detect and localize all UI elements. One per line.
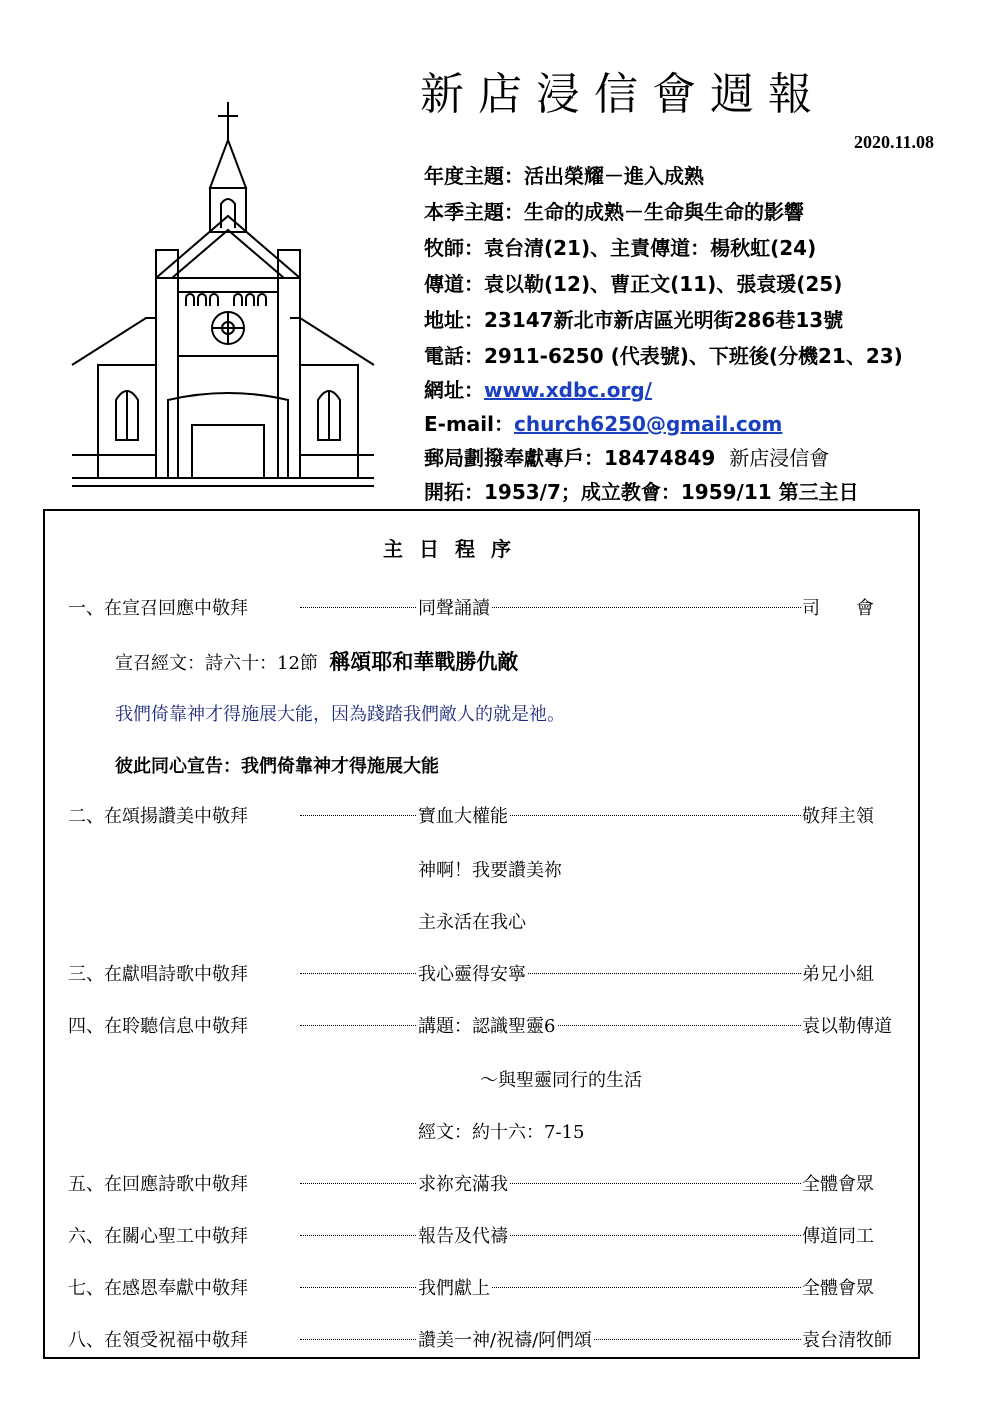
program-row-6 xyxy=(68,1222,918,1246)
row-8-item: 讚美一神/祝禱/阿們頌 xyxy=(418,1326,594,1352)
row-8-part: 八、在領受祝福中敬拜 xyxy=(68,1330,248,1351)
program-title: 主日程序 xyxy=(383,537,527,561)
row-1-who: 司 會 xyxy=(802,598,874,619)
row-8-leader xyxy=(300,1339,416,1340)
row-3-item: 我心靈得安寧 xyxy=(418,960,528,986)
row-8-who: 袁台清牧師 xyxy=(802,1330,892,1351)
row-4-who: 袁以勒傳道 xyxy=(802,1016,892,1037)
address: 地址：23147新北市新店區光明街286巷13號 xyxy=(424,308,844,332)
annual-theme: 年度主題：活出榮耀－進入成熟 xyxy=(424,164,704,188)
declaration: 彼此同心宣告：我們倚靠神才得施展大能 xyxy=(115,756,439,777)
bulletin-title: 新店浸信會週報 xyxy=(420,69,826,120)
row-1-leader xyxy=(300,607,416,608)
row-6-item: 報告及代禱 xyxy=(418,1222,510,1248)
program-row-7 xyxy=(68,1274,918,1298)
row-2-leader xyxy=(300,815,416,816)
program-row-8 xyxy=(68,1326,918,1350)
program-row-5 xyxy=(68,1170,918,1194)
sermon-scripture: 經文：約十六：7-15 xyxy=(418,1122,585,1143)
row-1-part: 一、在宣召回應中敬拜 xyxy=(68,598,248,619)
row-6-leader xyxy=(300,1235,416,1236)
row-2-part: 二、在頌揚讚美中敬拜 xyxy=(68,806,248,827)
program-row-4 xyxy=(68,1012,918,1036)
row-1-item: 同聲誦讀 xyxy=(418,594,492,620)
email-line xyxy=(424,408,782,437)
bulletin-date: 2020.11.08 xyxy=(853,132,934,152)
phone: 電話：2911-6250 (代表號)、下班後(分機21、23) xyxy=(424,344,903,368)
program-row-1 xyxy=(68,594,918,618)
call-verse: 我們倚靠神才得施展大能，因為踐踏我們敵人的就是祂。 xyxy=(115,704,565,725)
row-4-leader xyxy=(300,1025,416,1026)
row-5-part: 五、在回應詩歌中敬拜 xyxy=(68,1174,248,1195)
row-4-part: 四、在聆聽信息中敬拜 xyxy=(68,1016,248,1037)
row-7-part: 七、在感恩奉獻中敬拜 xyxy=(68,1278,248,1299)
call-scripture xyxy=(115,646,518,676)
row-3-leader xyxy=(300,973,416,974)
row-5-item: 求祢充滿我 xyxy=(418,1170,510,1196)
row-2-who: 敬拜主領 xyxy=(802,806,874,827)
postal-account: 郵局劃撥奉獻專戶：18474849 xyxy=(424,446,716,470)
website-link[interactable]: www.xdbc.org/ xyxy=(484,378,652,402)
row-7-who: 全體會眾 xyxy=(802,1278,874,1299)
church-illustration xyxy=(68,100,378,495)
row-5-leader xyxy=(300,1183,416,1184)
program-row-2 xyxy=(68,802,918,826)
song-2: 神啊！我要讚美祢 xyxy=(418,860,562,881)
email-link[interactable]: church6250@gmail.com xyxy=(514,412,783,436)
call-scripture-ref: 宣召經文：詩六十：12節 xyxy=(115,653,318,674)
pastors: 牧師：袁台清(21)、主責傳道：楊秋虹(24) xyxy=(424,236,817,260)
website-label: 網址： xyxy=(424,378,484,402)
program-row-3 xyxy=(68,960,918,984)
row-3-who: 弟兄小組 xyxy=(802,964,874,985)
preachers: 傳道：袁以勒(12)、曹正文(11)、張袁瑗(25) xyxy=(424,272,843,296)
row-5-who: 全體會眾 xyxy=(802,1174,874,1195)
row-4-item: 講題：認識聖靈6 xyxy=(418,1012,557,1038)
postal-line xyxy=(424,442,829,471)
song-3: 主永活在我心 xyxy=(418,912,526,933)
sermon-subtitle: ～與聖靈同行的生活 xyxy=(480,1070,642,1091)
email-label: E-mail： xyxy=(424,412,515,436)
founded: 開拓：1953/7；成立教會：1959/11 第三主日 xyxy=(424,480,859,504)
call-scripture-title: 稱頌耶和華戰勝仇敵 xyxy=(329,649,519,674)
postal-name: 新店浸信會 xyxy=(729,446,830,470)
row-3-part: 三、在獻唱詩歌中敬拜 xyxy=(68,964,248,985)
season-theme: 本季主題：生命的成熟－生命與生命的影響 xyxy=(424,200,804,224)
row-6-who: 傳道同工 xyxy=(802,1226,874,1247)
row-7-item: 我們獻上 xyxy=(418,1274,492,1300)
row-6-part: 六、在關心聖工中敬拜 xyxy=(68,1226,248,1247)
website-line xyxy=(424,374,652,403)
row-7-leader xyxy=(300,1287,416,1288)
row-2-item: 寶血大權能 xyxy=(418,802,510,828)
